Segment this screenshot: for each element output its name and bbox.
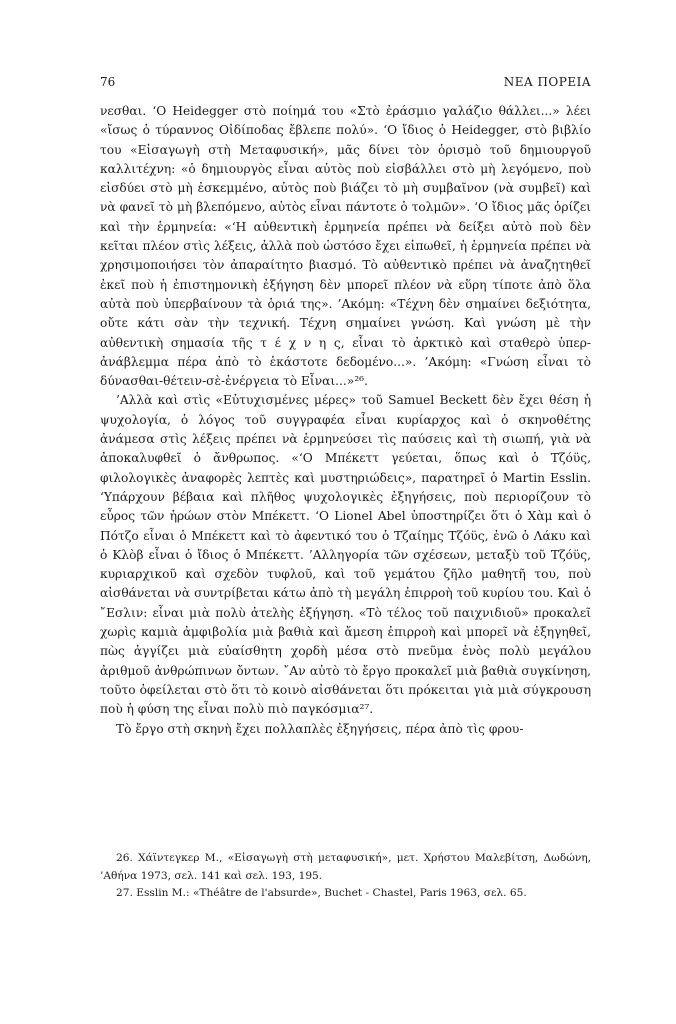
footnotes xyxy=(100,850,591,903)
paragraph-1: νεσθαι. ‘Ο Heidegger στὸ ποίημά του «Στὸ ἐράσμιο γαλάζιο θάλλει...» λέει «ἴσως ὁ τύραννος Οἰδίποδας ἔβλεπε πολύ». ‘Ο ἴδιος ὁ Heidegger, στὸ βιβλίο του «Εἰσαγωγὴ στὴ Μεταφυσική», μᾶς δίνει τὸν ὁρισμὸ τοῦ δημιουργοῦ καλλιτέχνη: «ὁ δημιουργὸς εἶναι αὐτὸς ποὺ εἰσβάλλει στὸ μὴ λεγόμενο, ποὺ εἰσδύει στὸ μὴ ἐσκεμμένο, αὐτὸς ποὺ βιάζει τὸ μὴ συμβαῖνον (νὰ συμβεῖ) καὶ νὰ φανεῖ τὸ μὴ βλεπόμενο, αὐτὸς εἶναι πάντοτε ὁ τολμῶν». ‘Ο ἴδιος μᾶς ὁρίζει καὶ τὴν ἑρμηνεία: «‘Η αὐθεντικὴ ἑρμηνεία πρέπει νὰ δείξει αὐτὸ ποὺ δὲν κεῖται πλέον στὶς λέξεις, ἀλλὰ ποὺ ὡστόσο ἔχει εἰπωθεῖ, ἡ ἑρμηνεία πρέπει νὰ χρησιμοποιήσει τὸν ἀπαραίτητο βιασμό. Τὸ αὐθεντικὸ πρέπει νὰ ἀναζητηθεῖ ἐκεῖ ποὺ ἡ ἐπιστημονικὴ ἐξήγηση δὲν μπορεῖ πλέον νὰ εὕρη τίποτε ἀπὸ ὅλα αὐτὰ ποὺ ὑπερβαίνουν τὰ ὁριά της». ’Ακόμη: «Τέχνη δὲν σημαίνει δεξιότητα, οὔτε κάτι σὰν τὴν τεχνική. Τέχνη σημαίνει γνώση. Καὶ γνώση μὲ τὴν αὐθεντικὴ σημασία τῆς τ έ χ ν η ς, εἶναι τὸ ἀρκτικὸ καὶ σταθερὸ ὑπερ-ἀνάβλεμμα πέρα ἀπὸ τὸ ἑκάστοτε δεδομένο...». ’Ακόμη: «Γνώση εἶναι τὸ δύνασθαι-θέτειν-σὲ-ἐνέργεια τὸ Εἶναι...»²⁶. xyxy=(100,104,591,389)
page-number: 76 xyxy=(100,75,116,89)
paragraph-2: ’Αλλὰ καὶ στὶς «Εὐτυχισμένες μέρες» τοῦ Samuel Beckett δὲν ἔχει θέση ἡ ψυχολογία, ὁ λόγος τοῦ συγγραφέα εἶναι κυρίαρχος καὶ ὁ σκηνοθέτης ἀνάμεσα στὶς λέξεις πρέπει νὰ ἑρμηνεύσει τὶς παύσεις καὶ τὴ σιωπή, γιὰ νὰ ἀποκαλυφθεῖ ὁ ἄνθρωπος. «‘Ο Μπέκεττ γεύεται, ὅπως καὶ ὁ Τζόϋς, φιλολογικὲς ἀναφορὲς λεπτὲς καὶ μυστηριώδεις», παρατηρεῖ ὁ Martin Esslin. ‘Υπάρχουν βέβαια καὶ πλῆθος ψυχολογικὲς ἐξηγήσεις, ποὺ περιορίζουν τὸ εὖρος τῶν ἡρώων στὸν Μπέκεττ. ‘Ο Lionel Abel ὑποστηρίζει ὅτι ὁ Χὰμ καὶ ὁ Πότζο εἶναι ὁ Μπέκεττ καὶ τὸ ἀφεντικό του ὁ Τζαίημς Τζόϋς, ἐνῶ ὁ Λάκυ καὶ ὁ Κλὸβ εἶναι ὁ ἴδιος ὁ Μπέκεττ. ’Αλληγορία τῶν σχέσεων, μεταξὺ τοῦ Τζόϋς, κυριαρχικοῦ καὶ σχεδὸν τυφλοῦ, καὶ τοῦ γεμάτου ζῆλο μαθητῆ του, ποὺ αἰσθάνεται νὰ συντρίβεται κάτω ἀπὸ τὴ μεγάλη ἐπιρροὴ τοῦ κυρίου του. Καὶ ὁ ῎Εσλιν: εἶναι μιὰ πολὺ ἀτελὴς ἐξήγηση. «Τὸ τέλος τοῦ παιχνιδιοῦ» προκαλεῖ χωρὶς καμιὰ ἀμφιβολία μιὰ βαθιὰ καὶ ἄμεση ἐπιρροὴ καὶ μπορεῖ νὰ ἐξηγηθεῖ, πὼς ἀγγίζει μιὰ εὐαίσθητη χορδὴ μέσα στὸ πνεῦμα ἑνὸς πολὺ μεγάλου ἀριθμοῦ ἀνθρώπινων ὄντων. ῎Αν αὐτὸ τὸ ἔργο προκαλεῖ μιὰ βαθιὰ συγκίνηση, τοῦτο ὀφείλεται στὸ ὅτι τὸ κοινὸ αἰσθάνεται ὅτι πρόκειται γιὰ μιὰ σύγκρουση ποὺ ἡ φύση της εἶναι πολὺ πιὸ παγκόσμια²⁷. xyxy=(100,393,591,717)
running-title: ΝΕΑ ΠΟΡΕΙΑ xyxy=(503,75,591,89)
footnote-26: 26. Χάϊντεγκερ Μ., «Εἰσαγωγὴ στὴ μεταφυσική», μετ. Χρήστου Μαλεβίτση, Δωδώνη, ’Αθήνα 1973, σελ. 141 καὶ σελ. 193, 195. xyxy=(100,852,591,882)
paragraph-3: Τὸ ἔργο στὴ σκηνὴ ἔχει πολλαπλὲς ἐξηγήσεις, πέρα ἀπὸ τὶς φρου- xyxy=(116,721,524,736)
page-header xyxy=(100,75,591,95)
footnote-27: 27. Esslin M.: «Théâtre de l'absurde», Buchet - Chastel, Paris 1963, σελ. 65. xyxy=(116,887,527,900)
body-text xyxy=(100,102,591,739)
